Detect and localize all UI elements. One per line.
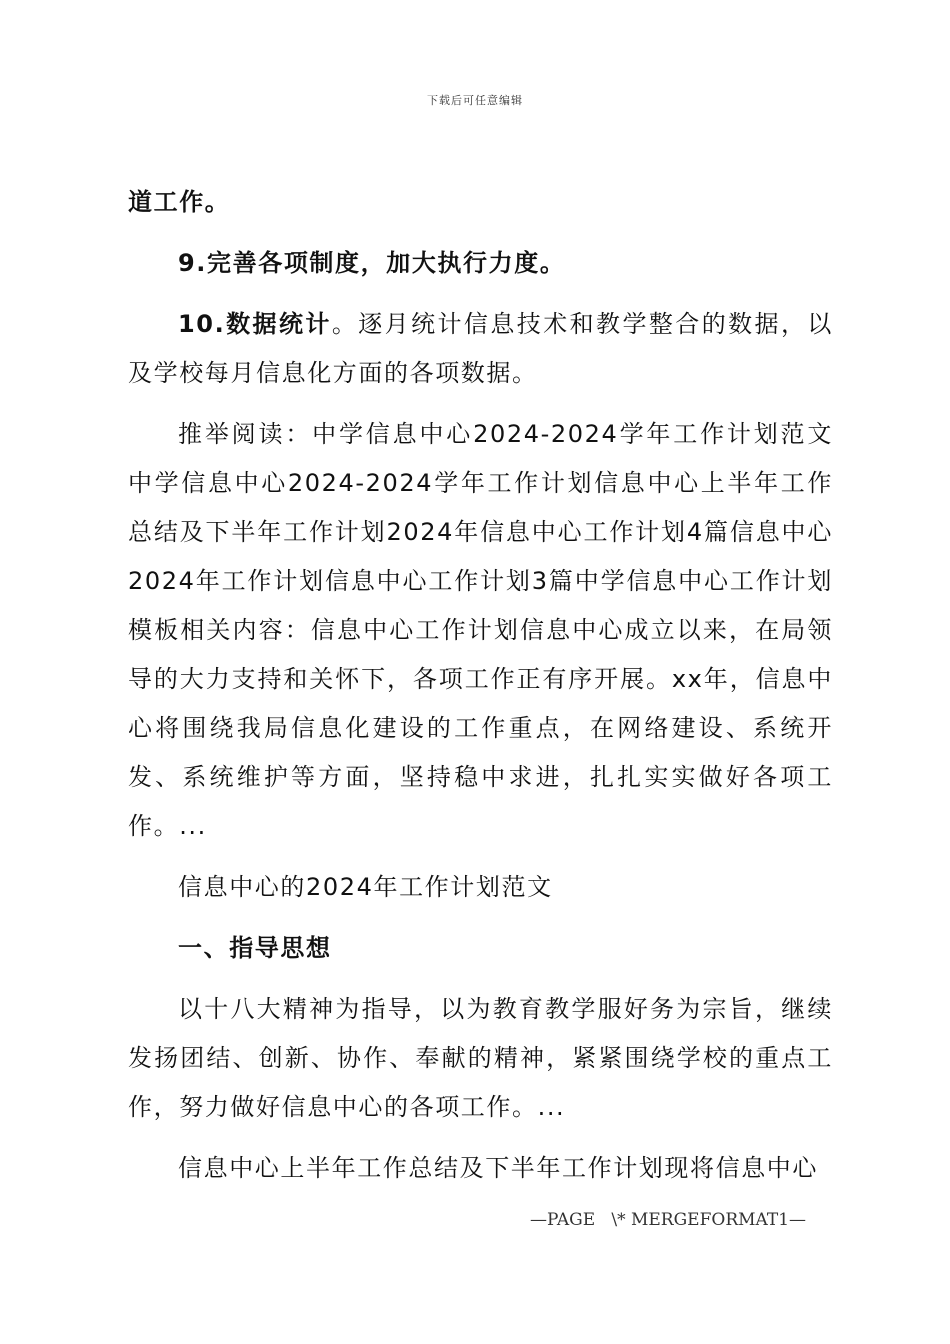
item-10-text: 。逐月统计信息技术和教学整合的数据，以及学校每月信息化方面的各项数据。	[128, 310, 833, 387]
recommended-reading-paragraph: 推举阅读：中学信息中心2024-2024学年工作计划范文中学信息中心2024-2024学年工作计划信息中心上半年工作总结及下半年工作计划2024年信息中心工作计划4篇信息中心2024年工作计划信息中心工作计划3篇中学信息中心工作计划模板相关内容：信息中心工作计划信息中心成立以来，在局领导的大力支持和关怀下，各项工作正有序开展。xx年，信息中心将围绕我局信息化建设的工作重点，在网络建设、系统开发、系统维护等方面，坚持稳中求进，扎扎实实做好各项工作。...	[128, 420, 833, 840]
section-title: 信息中心的2024年工作计划范文	[178, 873, 553, 901]
item-9-heading: 9.完善各项制度，加大执行力度。	[178, 249, 566, 277]
item-10-paragraph	[128, 300, 833, 398]
summary-paragraph: 信息中心上半年工作总结及下半年工作计划现将信息中心	[178, 1154, 818, 1182]
guiding-thought-paragraph: 以十八大精神为指导，以为教育教学服好务为宗旨，继续发扬团结、创新、协作、奉献的精神，紧紧围绕学校的重点工作，努力做好信息中心的各项工作。...	[128, 995, 833, 1121]
guiding-thought-heading: 一、指导思想	[178, 934, 332, 962]
item-10-heading: 10.数据统计	[178, 310, 332, 338]
page-footer-field: —PAGE \* MERGEFORMAT1—	[530, 1210, 807, 1230]
paragraph-continuation: 道工作。	[128, 188, 231, 216]
page-header-note: 下载后可任意编辑	[427, 94, 523, 107]
document-body	[128, 178, 833, 1193]
